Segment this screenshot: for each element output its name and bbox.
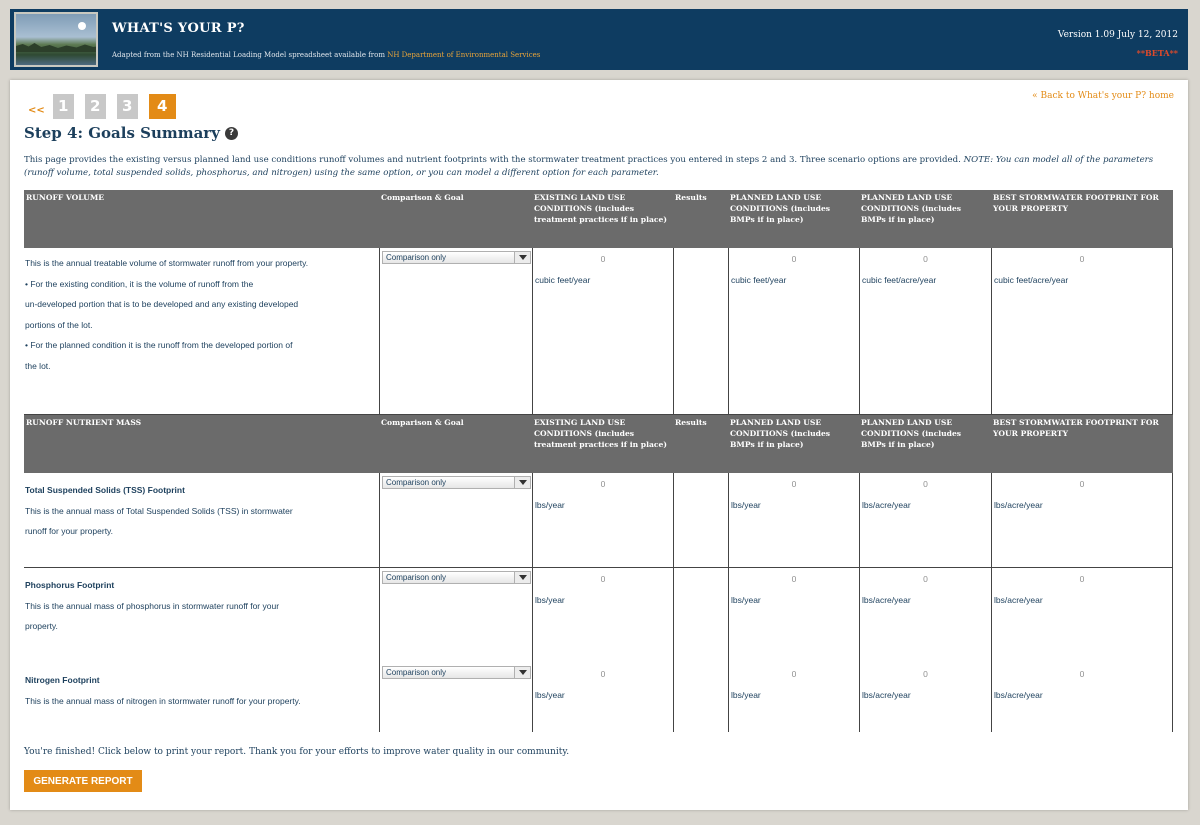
unit: cubic feet/year — [731, 275, 787, 285]
unit: lbs/acre/year — [862, 595, 911, 605]
back-to-home-link[interactable]: « Back to What's your P? home — [1032, 91, 1174, 101]
page-title-row — [24, 124, 238, 142]
phosphorus-description — [24, 568, 379, 663]
unit: lbs/acre/year — [994, 595, 1043, 605]
app-header — [10, 9, 1188, 70]
nitrogen-planned-cell — [728, 663, 859, 732]
value: 0 — [923, 479, 928, 489]
select-value: Comparison only — [386, 478, 447, 487]
value: 0 — [600, 479, 606, 489]
tss-existing-cell — [532, 473, 673, 568]
runoff-existing-cell — [532, 248, 673, 415]
desc-line: property. — [25, 621, 58, 632]
treeline-icon — [16, 42, 98, 52]
desc-line: the lot. — [25, 360, 51, 371]
unit: lbs/year — [535, 595, 565, 605]
select-value: Comparison only — [386, 253, 447, 262]
col-planned-acre-header: PLANNED LAND USE CONDITIONS (includes BMPs if in place) — [859, 190, 991, 248]
tss-comparison-cell — [379, 473, 532, 568]
phosphorus-planned-acre-cell — [859, 568, 991, 663]
nitrogen-comparison-cell — [379, 663, 532, 732]
back-link[interactable]: << — [28, 104, 45, 116]
unit: lbs/acre/year — [862, 500, 911, 510]
select-value: Comparison only — [386, 573, 447, 582]
runoff-volume-table — [24, 190, 1173, 415]
chevron-down-icon[interactable] — [514, 572, 530, 583]
desc-line: • For the planned condition it is the runoff from the developed portion of — [25, 340, 293, 351]
unit: cubic feet/year — [535, 275, 591, 285]
col-planned-header: PLANNED LAND USE CONDITIONS (includes BMPs if in place) — [728, 415, 859, 473]
page-title: Step 4: Goals Summary — [24, 124, 220, 142]
runoff-description — [24, 248, 379, 415]
col-existing-header: EXISTING LAND USE CONDITIONS (includes treatment practices if in place) — [532, 190, 673, 248]
desc-line: un-developed portion that is to be developed and any existing developed — [25, 299, 299, 310]
desc-line: This is the annual mass of nitrogen in stormwater runoff for your property. — [25, 695, 301, 706]
unit: lbs/year — [731, 500, 761, 510]
unit: lbs/acre/year — [862, 690, 911, 700]
col-results-header: Results — [673, 415, 728, 473]
value: 0 — [791, 254, 797, 264]
col-best-header: BEST STORMWATER FOOTPRINT FOR YOUR PROPERTY — [991, 415, 1173, 473]
desc-line: This is the annual treatable volume of stormwater runoff from your property. — [25, 258, 309, 268]
unit: lbs/acre/year — [994, 500, 1043, 510]
nitrogen-title: Nitrogen Footprint — [25, 675, 100, 685]
subtitle-text: Adapted from the NH Residential Loading Model spreadsheet available from — [112, 51, 385, 59]
col-planned-header: PLANNED LAND USE CONDITIONS (includes BMPs if in place) — [728, 190, 859, 248]
finished-message: You're finished! Click below to print your report. Thank you for your efforts to improve water quality in our community. — [24, 747, 570, 757]
value: 0 — [791, 669, 797, 679]
nutrient-mass-table — [24, 415, 1173, 732]
tss-title: Total Suspended Solids (TSS) Footprint — [25, 485, 185, 495]
tss-goal-select[interactable] — [382, 476, 531, 489]
nitrogen-existing-cell — [532, 663, 673, 732]
phosphorus-existing-cell — [532, 568, 673, 663]
col-results-header: Results — [673, 190, 728, 248]
intro-text — [24, 154, 1174, 180]
generate-report-button[interactable]: GENERATE REPORT — [24, 770, 142, 792]
step-2[interactable]: 2 — [85, 94, 106, 119]
value: 0 — [923, 254, 928, 264]
nitrogen-description — [24, 663, 379, 732]
runoff-results-cell — [673, 248, 728, 415]
desc-line: portions of the lot. — [25, 319, 93, 330]
value: 0 — [600, 254, 606, 264]
desc-line: runoff for your property. — [25, 526, 114, 537]
version-label: Version 1.09 July 12, 2012 — [1057, 30, 1178, 40]
lake-logo — [14, 12, 98, 67]
content-panel — [10, 80, 1188, 810]
desc-line: This is the annual mass of Total Suspended Solids (TSS) in stormwater — [25, 505, 293, 516]
col-existing-header: EXISTING LAND USE CONDITIONS (includes treatment practices if in place) — [532, 415, 673, 473]
chevron-down-icon[interactable] — [514, 252, 530, 263]
nitrogen-results-cell — [673, 663, 728, 732]
unit: lbs/year — [535, 500, 565, 510]
chevron-down-icon[interactable] — [514, 477, 530, 488]
value: 0 — [1079, 669, 1085, 679]
phosphorus-results-cell — [673, 568, 728, 663]
unit: cubic feet/acre/year — [862, 275, 937, 285]
unit: lbs/year — [731, 595, 761, 605]
col-best-header: BEST STORMWATER FOOTPRINT FOR YOUR PROPERTY — [991, 190, 1173, 248]
app-subtitle — [112, 51, 540, 59]
step-4[interactable]: 4 — [149, 94, 176, 119]
col-planned-acre-header: PLANNED LAND USE CONDITIONS (includes BMPs if in place) — [859, 415, 991, 473]
intro-note: NOTE: You can model all of the parameters (runoff volume, total suspended solids, phosphorus, and nitrogen) using the same option, or you can model a different option for each parameter. — [24, 155, 1154, 178]
runoff-planned-acre-cell — [859, 248, 991, 415]
tss-description — [24, 473, 379, 568]
tss-best-cell — [991, 473, 1173, 568]
nhdes-link[interactable]: NH Department of Environmental Services — [387, 51, 541, 59]
value: 0 — [1079, 574, 1085, 584]
unit: lbs/year — [731, 690, 761, 700]
help-icon[interactable]: ? — [225, 127, 238, 140]
tss-results-cell — [673, 473, 728, 568]
runoff-best-cell — [991, 248, 1173, 415]
runoff-planned-cell — [728, 248, 859, 415]
unit: lbs/acre/year — [994, 690, 1043, 700]
step-1[interactable]: 1 — [53, 94, 74, 119]
tss-planned-acre-cell — [859, 473, 991, 568]
step-nav — [28, 93, 187, 119]
runoff-goal-select[interactable] — [382, 251, 531, 264]
desc-line: This is the annual mass of phosphorus in stormwater runoff for your — [25, 600, 280, 611]
value: 0 — [923, 574, 928, 584]
phosphorus-comparison-cell — [379, 568, 532, 663]
value: 0 — [1079, 479, 1085, 489]
value: 0 — [923, 669, 928, 679]
phosphorus-best-cell — [991, 568, 1173, 663]
unit: lbs/year — [535, 690, 565, 700]
tss-planned-cell — [728, 473, 859, 568]
nitrogen-planned-acre-cell — [859, 663, 991, 732]
value: 0 — [791, 479, 797, 489]
phosphorus-goal-select[interactable] — [382, 571, 531, 584]
runoff-section-header: RUNOFF VOLUME — [24, 190, 379, 248]
step-3[interactable]: 3 — [117, 94, 138, 119]
app-title: WHAT'S YOUR P? — [112, 21, 245, 36]
nitrogen-goal-select[interactable] — [382, 666, 531, 679]
moon-icon — [78, 22, 86, 30]
phosphorus-planned-cell — [728, 568, 859, 663]
value: 0 — [791, 574, 797, 584]
value: 0 — [600, 574, 606, 584]
beta-badge: **BETA** — [1136, 48, 1178, 58]
select-value: Comparison only — [386, 668, 447, 677]
col-comparison-header: Comparison & Goal — [379, 415, 532, 473]
unit: cubic feet/acre/year — [994, 275, 1069, 285]
desc-line: • For the existing condition, it is the volume of runoff from the — [25, 278, 254, 289]
nitrogen-best-cell — [991, 663, 1173, 732]
intro-body: This page provides the existing versus planned land use conditions runoff volumes and nutrient footprints with the stormwater treatment practices you entered in steps 2 and 3. Three scenario options are provided. — [24, 155, 961, 165]
phosphorus-title: Phosphorus Footprint — [25, 580, 115, 590]
runoff-comparison-cell — [379, 248, 532, 415]
value: 0 — [600, 669, 606, 679]
col-comparison-header: Comparison & Goal — [379, 190, 532, 248]
nutrient-section-header: RUNOFF NUTRIENT MASS — [24, 415, 379, 473]
value: 0 — [1079, 254, 1085, 264]
chevron-down-icon[interactable] — [514, 667, 530, 678]
